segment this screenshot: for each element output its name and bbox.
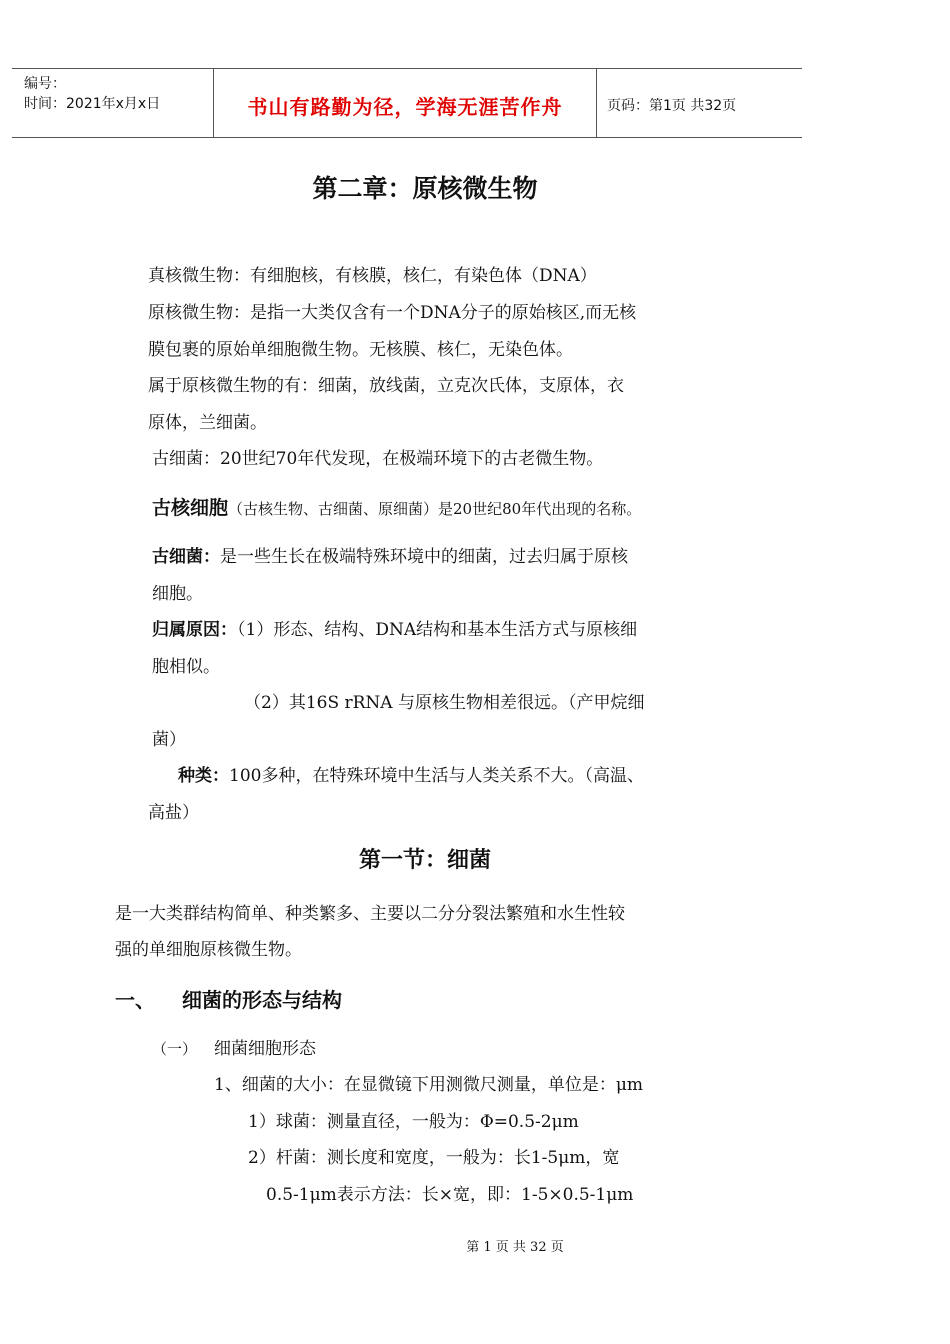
paragraph-archaea-def-line1 bbox=[152, 549, 628, 566]
paragraph-reason-line1 bbox=[152, 622, 637, 639]
paragraph-members-line2: 原体，兰细菌。 bbox=[148, 413, 267, 433]
paragraph-archaea-def-line2: 细胞。 bbox=[152, 584, 203, 604]
document-time-label: 时间：2021年x月x日 bbox=[24, 96, 161, 112]
paragraph-types-line2: 高盐） bbox=[148, 803, 199, 823]
header-meta-cell bbox=[12, 69, 214, 137]
paragraph-archaea: 古细菌：20世纪70年代发现，在极端环境下的古老微生物。 bbox=[152, 449, 604, 469]
heading1-number: 一、 bbox=[115, 988, 155, 1012]
archaeal-cell-description: （古核生物、古细菌、原细菌）是20世纪80年代出现的名称。 bbox=[228, 500, 642, 518]
header-motto-cell bbox=[214, 69, 597, 137]
section-intro-line1: 是一大类群结构简单、种类繁多、主要以二分分裂法繁殖和水生性较 bbox=[115, 904, 625, 924]
document-header bbox=[12, 68, 802, 138]
paragraph-eukaryote: 真核微生物：有细胞核，有核膜，核仁，有染色体（DNA） bbox=[148, 266, 597, 286]
header-motto: 书山有路勤为径，学海无涯苦作舟 bbox=[247, 95, 563, 119]
term-archaeal-cell: 古核细胞 bbox=[152, 497, 229, 519]
page-footer: 第 1 页 共 32 页 bbox=[466, 1240, 564, 1255]
section-intro-line2: 强的单细胞原核微生物。 bbox=[115, 940, 302, 960]
paragraph-reason-line2: 胞相似。 bbox=[152, 657, 220, 677]
paragraph-reason2-line2: 菌） bbox=[152, 730, 186, 750]
section-title: 第一节：细菌 bbox=[358, 848, 491, 873]
paragraph-prokaryote-line1: 原核微生物：是指一大类仅含有一个DNA分子的原始核区,而无核 bbox=[148, 303, 637, 323]
reason-text: （1）形态、结构、DNA结构和基本生活方式与原核细 bbox=[237, 620, 638, 640]
header-page-cell bbox=[597, 69, 802, 137]
term-reason: 归属原因： bbox=[152, 620, 237, 640]
item-coccus: 1）球菌：测量直径，一般为：Φ=0.5-2μm bbox=[248, 1112, 579, 1132]
paragraph-members-line1: 属于原核微生物的有：细菌，放线菌，立克次氏体，支原体，衣 bbox=[148, 376, 624, 396]
term-archaea: 古细菌： bbox=[152, 547, 220, 567]
subsection-number: （一） bbox=[152, 1040, 198, 1058]
paragraph-types-line1 bbox=[178, 768, 644, 785]
types-text: 100多种，在特殊环境中生活与人类关系不大。（高温、 bbox=[229, 766, 644, 786]
document-number-label: 编号： bbox=[24, 76, 66, 92]
item-bacillus-line1: 2）杆菌：测长度和宽度，一般为：长1-5μm，宽 bbox=[248, 1148, 620, 1168]
header-page-info: 页码：第1页 共32页 bbox=[607, 98, 737, 114]
term-types: 种类： bbox=[178, 766, 229, 786]
heading1-text: 细菌的形态与结构 bbox=[182, 988, 342, 1012]
chapter-title: 第二章：原核微生物 bbox=[312, 174, 538, 203]
paragraph-reason2-line1: （2）其16S rRNA 与原核生物相差很远。（产甲烷细 bbox=[244, 693, 645, 713]
item-size: 1、细菌的大小：在显微镜下用测微尺测量，单位是：μm bbox=[214, 1075, 643, 1095]
item-bacillus-line2: 0.5-1μm表示方法：长×宽，即：1-5×0.5-1μm bbox=[266, 1185, 634, 1205]
paragraph-archaeal-cell bbox=[152, 499, 641, 518]
paragraph-prokaryote-line2: 膜包裹的原始单细胞微生物。无核膜、核仁，无染色体。 bbox=[148, 340, 573, 360]
archaea-def-text: 是一些生长在极端特殊环境中的细菌，过去归属于原核 bbox=[220, 547, 628, 567]
subsection-text: 细菌细胞形态 bbox=[214, 1039, 316, 1059]
